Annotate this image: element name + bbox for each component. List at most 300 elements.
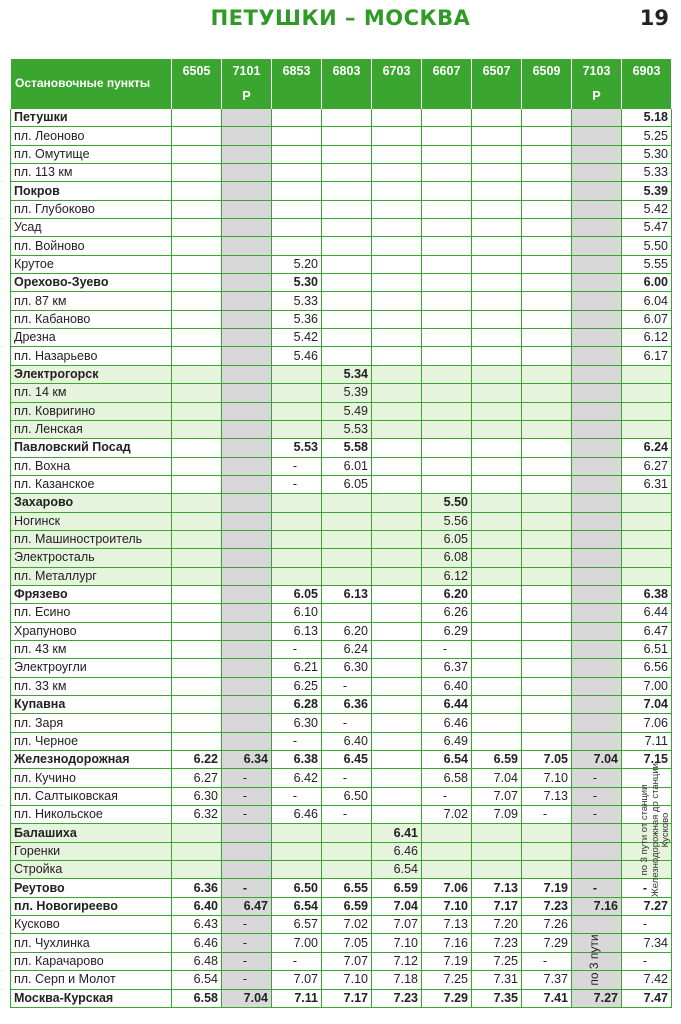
time-cell <box>172 696 222 714</box>
time-cell <box>572 530 622 548</box>
time-cell: 6.59 <box>322 897 372 915</box>
time-cell <box>322 255 372 273</box>
time-cell <box>222 274 272 292</box>
time-cell <box>472 127 522 145</box>
time-cell <box>372 329 422 347</box>
time-cell <box>522 457 572 475</box>
time-cell: 6.54 <box>172 971 222 989</box>
time-cell <box>572 310 622 328</box>
time-cell <box>322 292 372 310</box>
time-cell: 6.31 <box>622 475 672 493</box>
time-cell <box>522 219 572 237</box>
time-cell: 7.07 <box>372 916 422 934</box>
table-row <box>11 640 672 658</box>
table-row <box>11 714 672 732</box>
time-cell: 7.04 <box>222 989 272 1007</box>
time-cell: 5.50 <box>422 494 472 512</box>
time-cell: 7.12 <box>372 952 422 970</box>
time-cell: - <box>222 879 272 897</box>
time-cell: 6.17 <box>622 347 672 365</box>
stop-name: пл. Металлург <box>11 567 172 585</box>
note-track3-long: по 3 пути от станции Железнодорожная до станции Кусково <box>639 763 671 897</box>
time-cell <box>472 347 522 365</box>
stop-name: Покров <box>11 182 172 200</box>
time-cell: 6.28 <box>272 696 322 714</box>
time-cell <box>372 384 422 402</box>
time-cell: 6.51 <box>622 640 672 658</box>
time-cell: - <box>222 769 272 787</box>
time-cell <box>272 842 322 860</box>
time-cell: 7.47 <box>622 989 672 1007</box>
time-cell: 5.42 <box>272 329 322 347</box>
table-row <box>11 494 672 512</box>
time-cell: 7.19 <box>522 879 572 897</box>
time-cell: 7.00 <box>622 677 672 695</box>
time-cell <box>472 457 522 475</box>
time-cell: 6.57 <box>272 916 322 934</box>
time-cell <box>372 751 422 769</box>
table-row <box>11 842 672 860</box>
time-cell: - <box>622 916 672 934</box>
time-cell <box>572 365 622 383</box>
time-cell <box>372 255 422 273</box>
table-row <box>11 109 672 127</box>
time-cell: 6.59 <box>372 879 422 897</box>
time-cell <box>522 200 572 218</box>
time-cell <box>172 310 222 328</box>
time-cell <box>522 384 572 402</box>
time-cell: 6.40 <box>172 897 222 915</box>
column-header-train: 6505 <box>172 59 222 84</box>
time-cell: 7.02 <box>422 806 472 824</box>
column-header-train: 6853 <box>272 59 322 84</box>
time-cell <box>222 696 272 714</box>
time-cell <box>522 127 572 145</box>
time-cell: - <box>322 677 372 695</box>
time-cell <box>372 145 422 163</box>
time-cell <box>272 549 322 567</box>
time-cell: 6.44 <box>422 696 472 714</box>
time-cell: 7.23 <box>372 989 422 1007</box>
time-cell: 5.58 <box>322 439 372 457</box>
page-title: ПЕТУШКИ – МОСКВА <box>210 6 471 30</box>
time-cell: 7.13 <box>472 879 522 897</box>
column-header-train: 7103 <box>572 59 622 84</box>
table-row <box>11 219 672 237</box>
time-cell <box>272 219 322 237</box>
time-cell <box>222 512 272 530</box>
time-cell: 6.27 <box>622 457 672 475</box>
table-row <box>11 567 672 585</box>
time-cell: 7.29 <box>522 934 572 952</box>
table-row <box>11 952 672 970</box>
time-cell: 7.27 <box>622 897 672 915</box>
time-cell: 7.16 <box>572 897 622 915</box>
time-cell: 7.06 <box>622 714 672 732</box>
time-cell <box>522 604 572 622</box>
time-cell <box>472 696 522 714</box>
time-cell <box>172 145 222 163</box>
time-cell <box>522 585 572 603</box>
stop-name: Электросталь <box>11 549 172 567</box>
time-cell <box>222 530 272 548</box>
time-cell <box>372 530 422 548</box>
table-row <box>11 824 672 842</box>
table-row <box>11 439 672 457</box>
time-cell <box>172 530 222 548</box>
time-cell: 7.04 <box>472 769 522 787</box>
time-cell <box>472 659 522 677</box>
time-cell <box>222 164 272 182</box>
time-cell <box>172 824 222 842</box>
time-cell: 6.46 <box>372 842 422 860</box>
time-cell <box>222 604 272 622</box>
time-cell <box>222 585 272 603</box>
time-cell <box>622 420 672 438</box>
time-cell: 7.34 <box>622 934 672 952</box>
table-row <box>11 916 672 934</box>
time-cell <box>222 347 272 365</box>
time-cell: 5.30 <box>272 274 322 292</box>
time-cell <box>222 109 272 127</box>
time-cell: 6.05 <box>322 475 372 493</box>
stop-name: пл. Карачарово <box>11 952 172 970</box>
time-cell: 6.24 <box>322 640 372 658</box>
time-cell <box>422 109 472 127</box>
time-cell: - <box>572 769 622 787</box>
time-cell <box>522 439 572 457</box>
time-cell <box>522 365 572 383</box>
stop-name: пл. 33 км <box>11 677 172 695</box>
table-row <box>11 365 672 383</box>
time-cell <box>572 585 622 603</box>
time-cell <box>472 714 522 732</box>
time-cell: - <box>222 952 272 970</box>
stop-name: Горенки <box>11 842 172 860</box>
time-cell: 6.50 <box>272 879 322 897</box>
stop-name: пл. Ленская <box>11 420 172 438</box>
time-cell <box>522 714 572 732</box>
time-cell <box>372 365 422 383</box>
column-subheader <box>372 84 422 109</box>
time-cell: 6.40 <box>322 732 372 750</box>
table-row <box>11 310 672 328</box>
time-cell <box>372 769 422 787</box>
time-cell: 7.19 <box>422 952 472 970</box>
stop-name: пл. Леоново <box>11 127 172 145</box>
table-row <box>11 971 672 989</box>
time-cell <box>222 677 272 695</box>
time-cell <box>422 182 472 200</box>
time-cell: - <box>572 787 622 805</box>
time-cell: 5.25 <box>622 127 672 145</box>
table-row <box>11 402 672 420</box>
time-cell <box>372 549 422 567</box>
time-cell: 5.33 <box>622 164 672 182</box>
time-cell: 5.50 <box>622 237 672 255</box>
time-cell: 6.01 <box>322 457 372 475</box>
time-cell: 7.11 <box>272 989 322 1007</box>
time-cell: 7.13 <box>422 916 472 934</box>
column-subheader <box>422 84 472 109</box>
time-cell <box>422 292 472 310</box>
column-subheader <box>522 84 572 109</box>
time-cell <box>272 384 322 402</box>
time-cell <box>322 567 372 585</box>
stop-name: пл. Кабаново <box>11 310 172 328</box>
stop-name: пл. Чухлинка <box>11 934 172 952</box>
time-cell: 5.53 <box>322 420 372 438</box>
time-cell: 6.40 <box>422 677 472 695</box>
time-cell <box>422 824 472 842</box>
time-cell <box>522 696 572 714</box>
time-cell <box>472 292 522 310</box>
time-cell: - <box>322 769 372 787</box>
time-cell <box>572 732 622 750</box>
time-cell: 5.42 <box>622 200 672 218</box>
time-cell <box>372 806 422 824</box>
time-cell <box>372 109 422 127</box>
time-cell: 6.22 <box>172 751 222 769</box>
time-cell <box>472 384 522 402</box>
time-cell <box>322 842 372 860</box>
time-cell <box>522 861 572 879</box>
time-cell <box>272 164 322 182</box>
time-cell <box>472 274 522 292</box>
time-cell <box>572 494 622 512</box>
time-cell <box>422 164 472 182</box>
stop-name: пл. Войново <box>11 237 172 255</box>
time-cell <box>622 384 672 402</box>
time-cell: 6.50 <box>322 787 372 805</box>
time-cell: 7.05 <box>322 934 372 952</box>
time-cell <box>272 494 322 512</box>
time-cell: - <box>272 457 322 475</box>
time-cell <box>272 420 322 438</box>
time-cell <box>222 439 272 457</box>
time-cell: 6.54 <box>422 751 472 769</box>
time-cell <box>222 659 272 677</box>
time-cell: 6.30 <box>172 787 222 805</box>
time-cell <box>522 182 572 200</box>
time-cell: 5.56 <box>422 512 472 530</box>
time-cell <box>522 622 572 640</box>
time-cell <box>172 182 222 200</box>
time-cell: 6.46 <box>272 806 322 824</box>
table-row <box>11 659 672 677</box>
time-cell: 7.00 <box>272 934 322 952</box>
time-cell <box>272 182 322 200</box>
time-cell <box>172 274 222 292</box>
time-cell: 7.41 <box>522 989 572 1007</box>
time-cell: 6.44 <box>622 604 672 622</box>
time-cell <box>372 475 422 493</box>
time-cell: 7.37 <box>522 971 572 989</box>
table-row <box>11 622 672 640</box>
time-cell <box>372 292 422 310</box>
time-cell <box>522 329 572 347</box>
time-cell <box>472 329 522 347</box>
time-cell <box>572 622 622 640</box>
time-cell: 7.31 <box>472 971 522 989</box>
time-cell <box>622 512 672 530</box>
time-cell: - <box>222 806 272 824</box>
time-cell <box>172 842 222 860</box>
time-cell <box>522 109 572 127</box>
time-cell <box>472 512 522 530</box>
time-cell <box>222 622 272 640</box>
stop-name: Храпуново <box>11 622 172 640</box>
column-header-train: 6703 <box>372 59 422 84</box>
time-cell: 5.20 <box>272 255 322 273</box>
time-cell <box>322 861 372 879</box>
time-cell <box>172 640 222 658</box>
table-row <box>11 164 672 182</box>
time-cell: 7.27 <box>572 989 622 1007</box>
stop-name: пл. Омутище <box>11 145 172 163</box>
time-cell <box>272 512 322 530</box>
time-cell <box>422 347 472 365</box>
time-cell <box>472 622 522 640</box>
time-cell <box>322 145 372 163</box>
time-cell <box>172 659 222 677</box>
time-cell <box>172 329 222 347</box>
time-cell <box>522 549 572 567</box>
time-cell: 6.54 <box>272 897 322 915</box>
stop-name: пл. Вохна <box>11 457 172 475</box>
time-cell <box>372 640 422 658</box>
time-cell <box>372 127 422 145</box>
time-cell <box>372 200 422 218</box>
time-cell <box>622 402 672 420</box>
time-cell: - <box>622 952 672 970</box>
table-row <box>11 475 672 493</box>
time-cell <box>372 402 422 420</box>
time-cell <box>472 237 522 255</box>
time-cell <box>222 365 272 383</box>
time-cell <box>272 402 322 420</box>
table-row <box>11 457 672 475</box>
table-row <box>11 787 672 805</box>
time-cell <box>572 237 622 255</box>
time-cell: 6.24 <box>622 439 672 457</box>
time-cell: 6.43 <box>172 916 222 934</box>
table-row <box>11 127 672 145</box>
time-cell <box>372 585 422 603</box>
table-row <box>11 420 672 438</box>
time-cell: 6.20 <box>322 622 372 640</box>
time-cell: 6.10 <box>272 604 322 622</box>
time-cell: 6.26 <box>422 604 472 622</box>
time-cell: 6.41 <box>372 824 422 842</box>
time-cell: 6.20 <box>422 585 472 603</box>
stop-name: пл. 87 км <box>11 292 172 310</box>
time-cell <box>172 292 222 310</box>
time-cell <box>222 714 272 732</box>
time-cell <box>472 200 522 218</box>
table-row <box>11 585 672 603</box>
time-cell <box>372 714 422 732</box>
time-cell: 7.10 <box>522 769 572 787</box>
time-cell: 6.55 <box>322 879 372 897</box>
time-cell: 6.30 <box>322 659 372 677</box>
time-cell: - <box>622 879 672 897</box>
time-cell: 7.26 <box>522 916 572 934</box>
time-cell: 6.46 <box>422 714 472 732</box>
time-cell <box>472 219 522 237</box>
time-cell <box>172 549 222 567</box>
time-cell <box>572 127 622 145</box>
time-cell <box>322 274 372 292</box>
time-cell <box>472 402 522 420</box>
time-cell <box>222 494 272 512</box>
time-cell: 7.07 <box>472 787 522 805</box>
timetable <box>10 59 672 1008</box>
table-row <box>11 329 672 347</box>
stop-name: Электрогорск <box>11 365 172 383</box>
time-cell <box>572 292 622 310</box>
time-cell <box>222 420 272 438</box>
time-cell <box>472 604 522 622</box>
time-cell: 7.16 <box>422 934 472 952</box>
time-cell <box>522 567 572 585</box>
time-cell <box>422 420 472 438</box>
time-cell <box>472 145 522 163</box>
time-cell <box>372 696 422 714</box>
time-cell: 6.46 <box>172 934 222 952</box>
table-row <box>11 549 672 567</box>
time-cell <box>272 824 322 842</box>
time-cell <box>172 127 222 145</box>
column-subheader <box>472 84 522 109</box>
time-cell: 5.47 <box>622 219 672 237</box>
time-cell <box>322 164 372 182</box>
time-cell <box>172 622 222 640</box>
time-cell: 7.17 <box>322 989 372 1007</box>
time-cell <box>572 659 622 677</box>
time-cell <box>322 329 372 347</box>
time-cell <box>472 255 522 273</box>
table-row <box>11 255 672 273</box>
time-cell <box>172 732 222 750</box>
time-cell <box>572 182 622 200</box>
time-cell: 7.02 <box>322 916 372 934</box>
time-cell: 6.27 <box>172 769 222 787</box>
time-cell <box>522 842 572 860</box>
stop-name: Москва-Курская <box>11 989 172 1007</box>
table-row <box>11 530 672 548</box>
time-cell <box>572 677 622 695</box>
time-cell <box>272 861 322 879</box>
time-cell <box>572 274 622 292</box>
time-cell <box>372 567 422 585</box>
time-cell <box>172 439 222 457</box>
stop-name: Кусково <box>11 916 172 934</box>
time-cell <box>372 182 422 200</box>
time-cell <box>322 109 372 127</box>
time-cell <box>372 439 422 457</box>
column-subheader <box>272 84 322 109</box>
time-cell <box>522 310 572 328</box>
time-cell <box>222 384 272 402</box>
time-cell <box>322 219 372 237</box>
stop-name: пл. Глубоково <box>11 200 172 218</box>
table-row <box>11 696 672 714</box>
page-number: 19 <box>639 6 669 30</box>
time-cell <box>572 714 622 732</box>
stop-name: Крутое <box>11 255 172 273</box>
column-header-train: 7101 <box>222 59 272 84</box>
